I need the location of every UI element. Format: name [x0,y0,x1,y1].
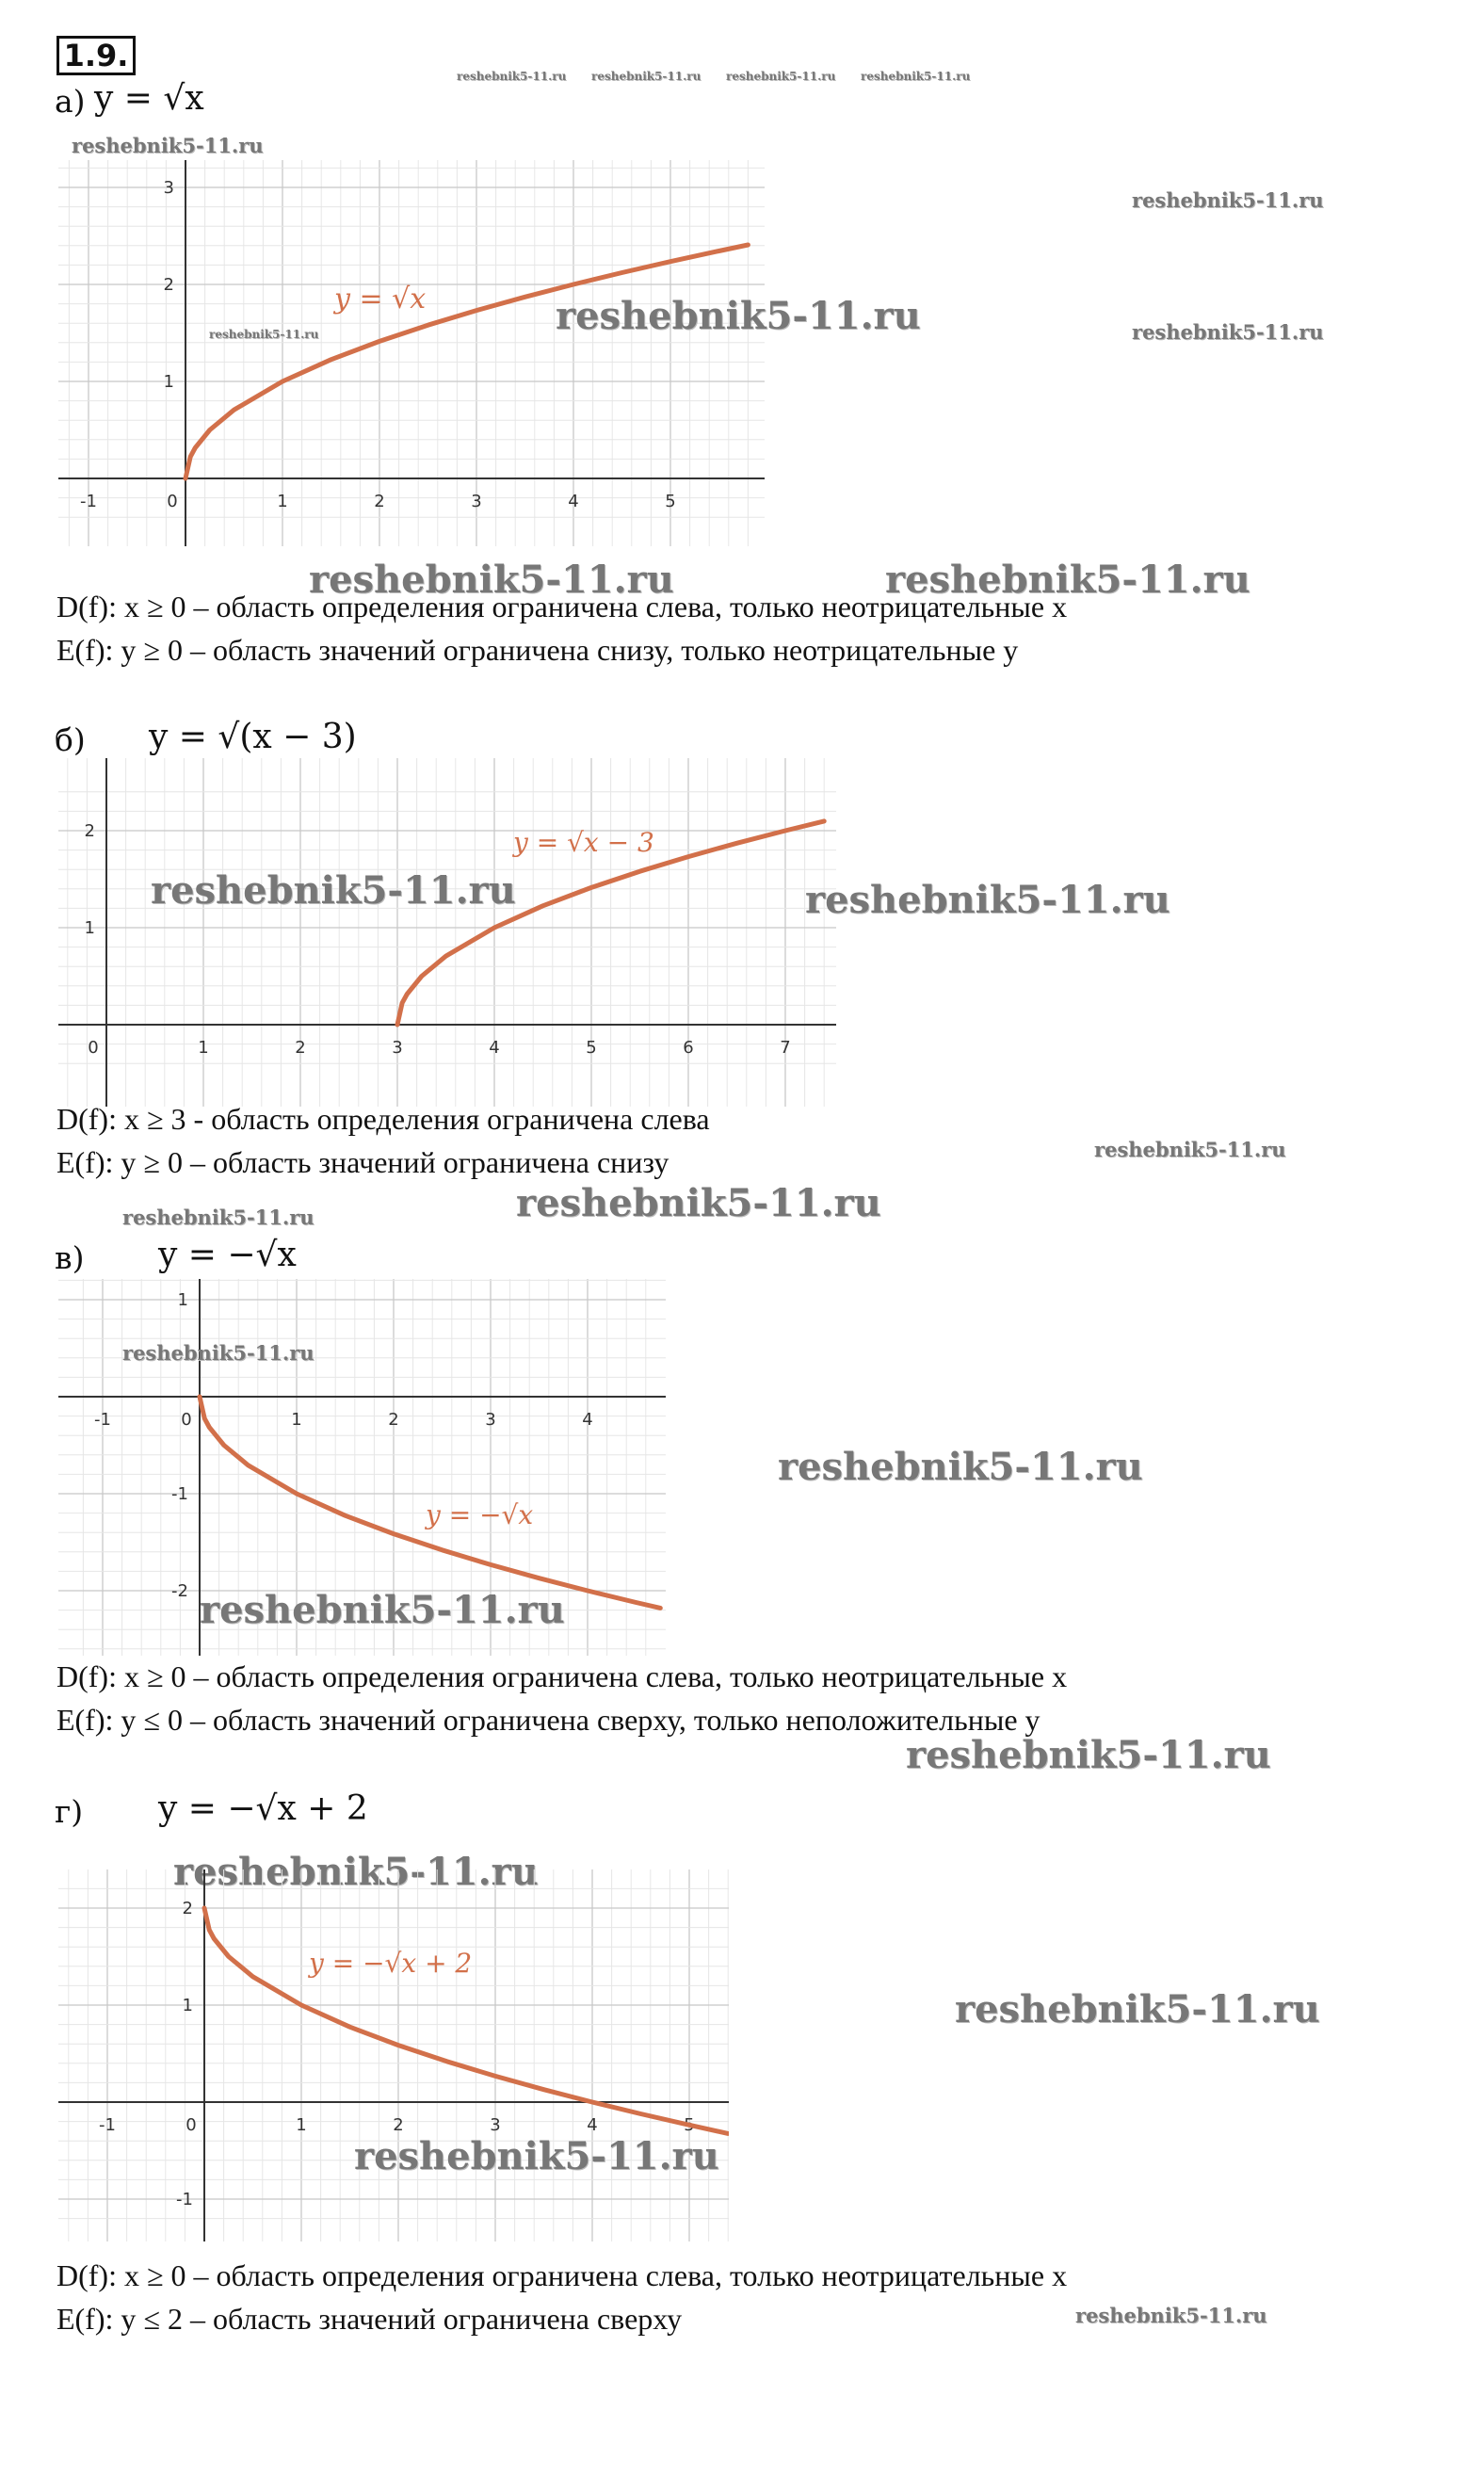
watermark: reshebnik5-11.ru [151,868,516,913]
x-tick-label: 5 [684,2115,695,2135]
watermark: reshebnik5-11.ru [173,1850,539,1894]
watermark: reshebnik5-11.ru [861,70,971,83]
y-tick-label: 2 [84,821,95,841]
y-tick-label: 1 [163,372,174,392]
x-tick-label: 3 [471,492,482,511]
x-tick-label: 1 [296,2115,307,2135]
part-label-c: в) [55,1239,85,1276]
x-tick-label: 4 [568,492,579,511]
x-tick-label: 3 [490,2115,501,2135]
part-label-d: г) [55,1793,84,1830]
formula-c: y = −√x [158,1236,297,1274]
watermark: reshebnik5-11.ru [122,1341,315,1365]
x-tick-label: 4 [587,2115,598,2135]
watermark: reshebnik5-11.ru [1132,188,1324,212]
range-text-b: E(f): y ≥ 0 – область значений ограничена снизу [56,1145,669,1179]
watermark: reshebnik5-11.ru [309,558,674,602]
x-tick-label: 1 [198,1038,209,1058]
domain-text-d: D(f): x ≥ 0 – область определения ограничена слева, только неотрицательные x [56,2258,1068,2292]
watermark: reshebnik5-11.ru [906,1733,1271,1777]
y-tick-label: -2 [171,1581,188,1601]
x-tick-label: -1 [94,1410,111,1430]
x-tick-label: 6 [683,1038,694,1058]
curve-label-b: y = √x − 3 [513,827,654,858]
watermark: reshebnik5-11.ru [726,70,836,83]
watermark: reshebnik5-11.ru [457,70,567,83]
domain-text-c: D(f): x ≥ 0 – область определения ограничена слева, только неотрицательные x [56,1659,1068,1693]
curve-label-d: y = −√x + 2 [309,1948,473,1979]
curve-label-a: y = √x [334,283,427,316]
x-tick-label: 2 [393,2115,404,2135]
y-tick-label: -1 [176,2190,193,2209]
grid [58,1869,729,2241]
y-tick-label: 3 [163,178,174,198]
x-tick-label: 7 [780,1038,791,1058]
x-tick-label: 2 [374,492,385,511]
x-tick-label: 2 [295,1038,306,1058]
graph-b [58,758,836,1107]
watermark: reshebnik5-11.ru [122,1206,315,1229]
y-tick-label: 2 [163,275,174,295]
y-tick-label: -1 [171,1484,188,1504]
part-label-b: б) [55,721,86,758]
grid [58,160,765,546]
watermark: reshebnik5-11.ru [1094,1138,1286,1161]
x-tick-label: 5 [586,1038,597,1058]
y-tick-label: 1 [182,1996,193,2015]
x-tick-label: 0 [186,2115,197,2135]
watermark: reshebnik5-11.ru [354,2134,719,2178]
x-tick-label: 4 [582,1410,593,1430]
domain-text-b: D(f): x ≥ 3 - область определения ограничена слева [56,1102,710,1136]
series-curve [204,1908,728,2133]
watermark: reshebnik5-11.ru [72,134,264,157]
x-tick-label: 0 [181,1410,192,1430]
watermark: reshebnik5-11.ru [778,1445,1143,1489]
formula-d: y = −√x + 2 [158,1789,368,1828]
x-tick-label: 4 [489,1038,500,1058]
domain-text-a: D(f): x ≥ 0 – область определения ограничена слева, только неотрицательные x [56,590,1068,623]
x-tick-label: -1 [80,492,97,511]
graph-a [58,160,765,546]
x-tick-label: -1 [99,2115,116,2135]
x-tick-label: 0 [167,492,178,511]
x-tick-label: 1 [291,1410,302,1430]
watermark: reshebnik5-11.ru [591,70,702,83]
y-tick-label: 1 [177,1290,188,1310]
curve-label-c: y = −√x [426,1499,534,1530]
x-tick-label: 3 [485,1410,496,1430]
watermark: reshebnik5-11.ru [885,558,1250,602]
watermark: reshebnik5-11.ru [1075,2304,1267,2327]
y-tick-label: 2 [182,1899,193,1918]
x-tick-label: 0 [88,1038,99,1058]
x-tick-label: 1 [277,492,288,511]
range-text-d: E(f): y ≤ 2 – область значений ограничена сверху [56,2302,683,2336]
grid [58,758,836,1107]
range-text-c: E(f): y ≤ 0 – область значений ограничена сверху, только неположительные y [56,1703,1040,1737]
watermark: reshebnik5-11.ru [209,328,319,341]
y-tick-label: 1 [84,918,95,938]
part-label-a: а) [55,83,86,120]
formula-b: y = √(x − 3) [149,718,357,756]
x-tick-label: 5 [665,492,676,511]
x-tick-label: 2 [388,1410,399,1430]
x-tick-label: 3 [392,1038,403,1058]
watermark: reshebnik5-11.ru [1132,320,1324,344]
watermark: reshebnik5-11.ru [200,1588,565,1632]
watermark: reshebnik5-11.ru [516,1181,881,1225]
formula-a: y = √x [94,79,204,118]
watermark: reshebnik5-11.ru [805,878,1170,922]
range-text-a: E(f): y ≥ 0 – область значений ограничена снизу, только неотрицательные y [56,633,1019,667]
graph-d [58,1869,729,2241]
watermark: reshebnik5-11.ru [955,1987,1320,2031]
watermark: reshebnik5-11.ru [556,294,921,338]
problem-number: 1.9. [56,36,136,75]
